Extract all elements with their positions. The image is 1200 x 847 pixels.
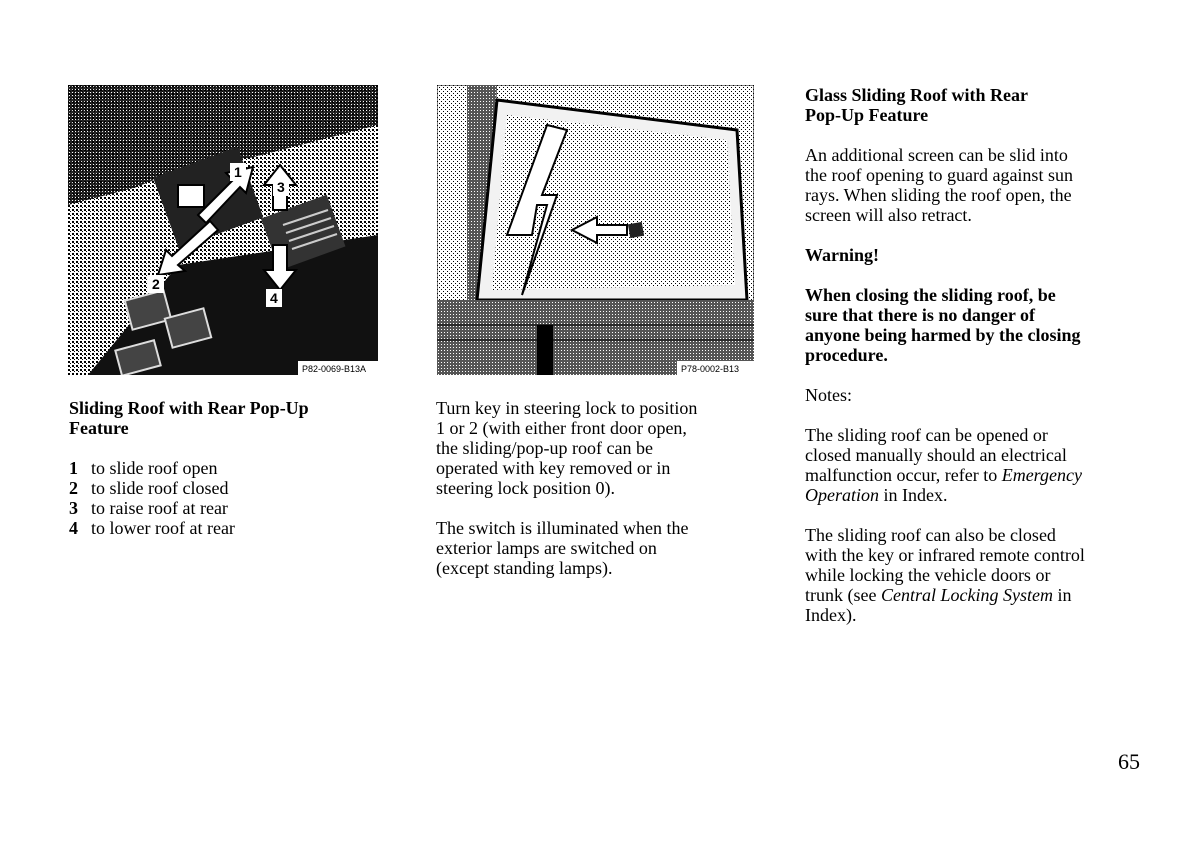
text-line: rays. When sliding the roof open, the (805, 185, 1072, 205)
text-line: in (1052, 585, 1072, 605)
column-switch-legend (69, 398, 409, 538)
callout-2: 2 (152, 276, 160, 292)
text-line: Turn key in steering lock to position (436, 398, 698, 418)
text-line: An additional screen can be slid into (805, 145, 1068, 165)
legend-item (69, 518, 409, 538)
text-line: trunk (see (805, 585, 881, 605)
text-line: the sliding/pop-up roof can be (436, 438, 653, 458)
legend-number: 2 (69, 478, 78, 498)
callout-4: 4 (270, 290, 278, 306)
figure-glass-roof (437, 85, 754, 375)
callout-3: 3 (277, 179, 285, 195)
legend-item (69, 458, 409, 478)
column-operation (436, 398, 766, 578)
legend-number: 4 (69, 518, 78, 538)
paragraph-illumination (436, 518, 766, 578)
legend-text: to slide roof closed (91, 478, 229, 498)
section-heading-sliding-roof (69, 398, 409, 438)
legend-text: to slide roof open (91, 458, 218, 478)
text-line: exterior lamps are switched on (436, 538, 657, 558)
legend-text: to lower roof at rear (91, 518, 235, 538)
legend-item (69, 498, 409, 518)
text-line: sure that there is no danger of (805, 305, 1036, 325)
text-line: 1 or 2 (with either front door open, (436, 418, 687, 438)
warning-title: Warning! (805, 245, 880, 265)
column-glass-roof (805, 85, 1135, 625)
reference-emergency: Emergency (1001, 465, 1082, 485)
page-number: 65 (1118, 749, 1140, 774)
figure2-code: P78-0002-B13 (681, 364, 740, 374)
text-line: The sliding roof can be opened or (805, 425, 1048, 445)
heading-line-1: Sliding Roof with Rear Pop-Up (69, 398, 309, 418)
text-line: with the key or infrared remote control (805, 545, 1085, 565)
text-line: operated with key removed or in (436, 458, 671, 478)
reference-central-locking: Central Locking System (880, 585, 1053, 605)
text-line: Index). (805, 605, 857, 625)
note-remote-closing (805, 525, 1135, 625)
text-line: in Index. (879, 485, 948, 505)
text-line: anyone being harmed by the closing (805, 325, 1081, 345)
text-line: malfunction occur, refer to (805, 465, 1002, 485)
callout-1: 1 (234, 164, 242, 180)
figure1-code: P82-0069-B13A (302, 364, 367, 374)
warning-text (805, 285, 1135, 365)
paragraph-screen (805, 145, 1135, 225)
heading-line-1: Glass Sliding Roof with Rear (805, 85, 1029, 105)
text-line: while locking the vehicle doors or (805, 565, 1051, 585)
notes-title: Notes: (805, 385, 852, 405)
text-line: (except standing lamps). (436, 558, 613, 578)
note-manual-operation (805, 425, 1135, 505)
paragraph-key-position (436, 398, 766, 498)
text-line: The switch is illuminated when the (436, 518, 689, 538)
legend-number: 1 (69, 458, 78, 478)
heading-line-2: Pop-Up Feature (805, 105, 929, 125)
text-line: steering lock position 0). (436, 478, 615, 498)
heading-line-2: Feature (69, 418, 129, 438)
reference-operation: Operation (805, 485, 879, 505)
legend-number: 3 (69, 498, 78, 518)
text-line: the roof opening to guard against sun (805, 165, 1073, 185)
section-heading-glass-roof (805, 85, 1135, 125)
legend-text: to raise roof at rear (91, 498, 228, 518)
figure-roof-switch (68, 85, 378, 375)
text-line: closed manually should an electrical (805, 445, 1067, 465)
legend-item (69, 478, 409, 498)
text-line: When closing the sliding roof, be (805, 285, 1056, 305)
text-line: The sliding roof can also be closed (805, 525, 1056, 545)
switch-legend (69, 458, 409, 538)
text-line: screen will also retract. (805, 205, 972, 225)
text-line: procedure. (805, 345, 888, 365)
